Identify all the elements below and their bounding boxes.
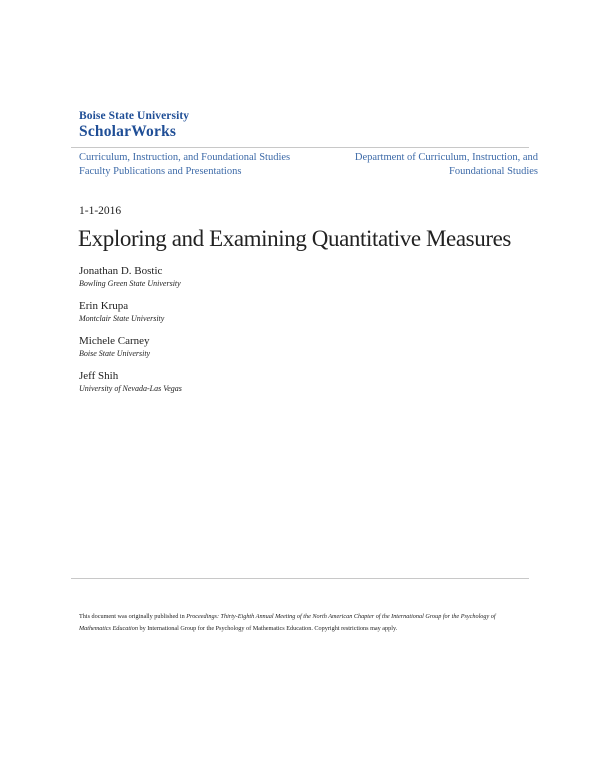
publication-date: 1-1-2016: [79, 205, 122, 217]
author-name: Jeff Shih: [79, 370, 119, 382]
author-entry: [79, 265, 379, 289]
collection-link-left[interactable]: [79, 151, 329, 178]
top-divider: [71, 147, 529, 148]
author-name: Erin Krupa: [79, 300, 129, 312]
university-name: Boise State University: [79, 110, 190, 122]
publication-note: [79, 611, 529, 634]
note-suffix: by International Group for the Psychology of Mathematics Education. Copyright restrictions may apply.: [137, 624, 398, 632]
document-title: Exploring and Examining Quantitative Measures: [78, 226, 511, 251]
collection-left-line2: Faculty Publications and Presentations: [79, 165, 242, 177]
author-entry: [79, 370, 379, 394]
author-entry: [79, 335, 379, 359]
author-affiliation: Bowling Green State University: [79, 279, 181, 288]
author-list: [79, 265, 379, 405]
author-name: Jonathan D. Bostic: [79, 265, 163, 277]
repository-name: ScholarWorks: [79, 123, 177, 140]
note-prefix: This document was originally published in: [79, 613, 187, 620]
author-affiliation: University of Nevada-Las Vegas: [79, 384, 182, 393]
collection-left-line1: Curriculum, Instruction, and Foundational Studies: [79, 152, 291, 163]
author-entry: [79, 300, 379, 324]
note-venue: Proceedings: Thirty-Eighth Annual Meeting of the North American Chapter of the International Group for the Psychology of Mathematics Education: [79, 613, 496, 632]
department-line2: Foundational Studies: [449, 165, 538, 177]
department-link-right[interactable]: [318, 151, 538, 178]
author-name: Michele Carney: [79, 335, 150, 347]
author-affiliation: Boise State University: [79, 349, 151, 358]
bottom-divider: [71, 578, 529, 579]
author-affiliation: Montclair State University: [79, 314, 165, 323]
repository-logo[interactable]: [79, 110, 189, 140]
department-line1: Department of Curriculum, Instruction, and: [354, 152, 538, 163]
